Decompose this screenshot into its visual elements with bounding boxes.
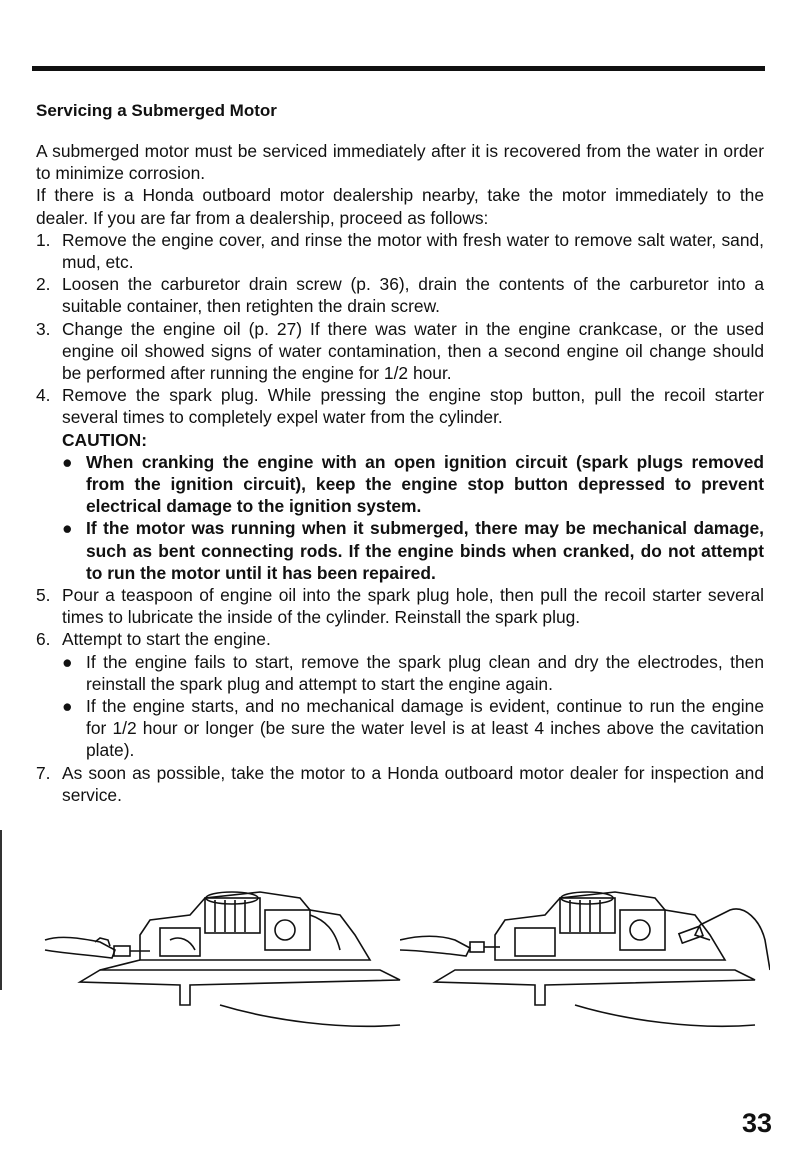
step-text: Attempt to start the engine. bbox=[62, 629, 271, 650]
caution-title: CAUTION: bbox=[62, 429, 148, 450]
step6-bullet bbox=[62, 651, 764, 695]
engine-illustration-right bbox=[400, 880, 770, 1040]
step-text: Pour a teaspoon of engine oil into the spark plug hole, then pull the recoil starter several times to lubricate the inside of the cylinder. Reinstall the spark plug. bbox=[62, 585, 764, 628]
step-7 bbox=[36, 762, 764, 806]
bullet-text: If the engine starts, and no mechanical damage is evident, continue to run the engine for 1/2 hour or longer (be sure the water level is at least 4 inches above the cavitation plate). bbox=[86, 696, 764, 761]
bullet-icon: ● bbox=[62, 696, 73, 717]
step-number: 2. bbox=[36, 274, 51, 295]
scan-margin-line bbox=[0, 830, 2, 990]
illustrations bbox=[40, 880, 780, 1040]
step-6 bbox=[36, 628, 764, 761]
step-4 bbox=[36, 384, 764, 584]
step-number: 4. bbox=[36, 385, 51, 406]
bullet-icon: ● bbox=[62, 451, 73, 472]
caution-text: If the motor was running when it submerged, there may be mechanical damage, such as bent connecting rods. If the engine binds when cranked, do not attempt to run the motor until it has been repaired. bbox=[86, 518, 764, 583]
caution-bullet bbox=[62, 451, 764, 518]
step-text: As soon as possible, take the motor to a Honda outboard motor dealer for inspection and service. bbox=[62, 762, 764, 805]
step-number: 3. bbox=[36, 318, 51, 339]
step-text: Loosen the carburetor drain screw (p. 36), drain the contents of the carburetor into a suitable container, then retighten the drain screw. bbox=[62, 274, 764, 317]
top-rule bbox=[32, 66, 765, 71]
engine-illustration-left bbox=[40, 880, 410, 1040]
step-number: 7. bbox=[36, 762, 51, 783]
step-number: 6. bbox=[36, 629, 51, 650]
step-2 bbox=[36, 273, 764, 317]
step-1 bbox=[36, 229, 764, 273]
section-heading: Servicing a Submerged Motor bbox=[36, 101, 277, 120]
step6-bullet bbox=[62, 695, 764, 762]
bullet-icon: ● bbox=[62, 518, 73, 539]
step-3 bbox=[36, 318, 764, 385]
bullet-text: If the engine fails to start, remove the spark plug clean and dry the electrodes, then reinstall the spark plug and attempt to start the engine again. bbox=[86, 651, 764, 694]
step-text: Change the engine oil (p. 27) If there was water in the engine crankcase, or the used engine oil showed signs of water contamination, then a second engine oil change should be performed after running the engine for 1/2 hour. bbox=[62, 318, 764, 384]
page-number: 33 bbox=[741, 1108, 772, 1138]
step-text: Remove the spark plug. While pressing the engine stop button, pull the recoil starter several times to completely expel water from the cylinder. bbox=[62, 385, 764, 428]
step-text: Remove the engine cover, and rinse the motor with fresh water to remove salt water, sand, mud, etc. bbox=[62, 229, 764, 273]
body-text bbox=[36, 140, 764, 806]
intro-paragraph-2: If there is a Honda outboard motor dealership nearby, take the motor immediately to the dealer. If you are far from a dealership, proceed as follows: bbox=[36, 185, 764, 228]
bullet-icon: ● bbox=[62, 651, 73, 672]
intro-paragraph-1: A submerged motor must be serviced immediately after it is recovered from the water in order to minimize corrosion. bbox=[36, 141, 764, 184]
step-5 bbox=[36, 584, 764, 628]
caution-text: When cranking the engine with an open ignition circuit (spark plugs removed from the ignition circuit), keep the engine stop button depressed to prevent electrical damage to the ignition system. bbox=[86, 451, 764, 517]
step-number: 5. bbox=[36, 585, 51, 606]
step-number: 1. bbox=[36, 229, 51, 250]
caution-bullet bbox=[62, 517, 764, 584]
